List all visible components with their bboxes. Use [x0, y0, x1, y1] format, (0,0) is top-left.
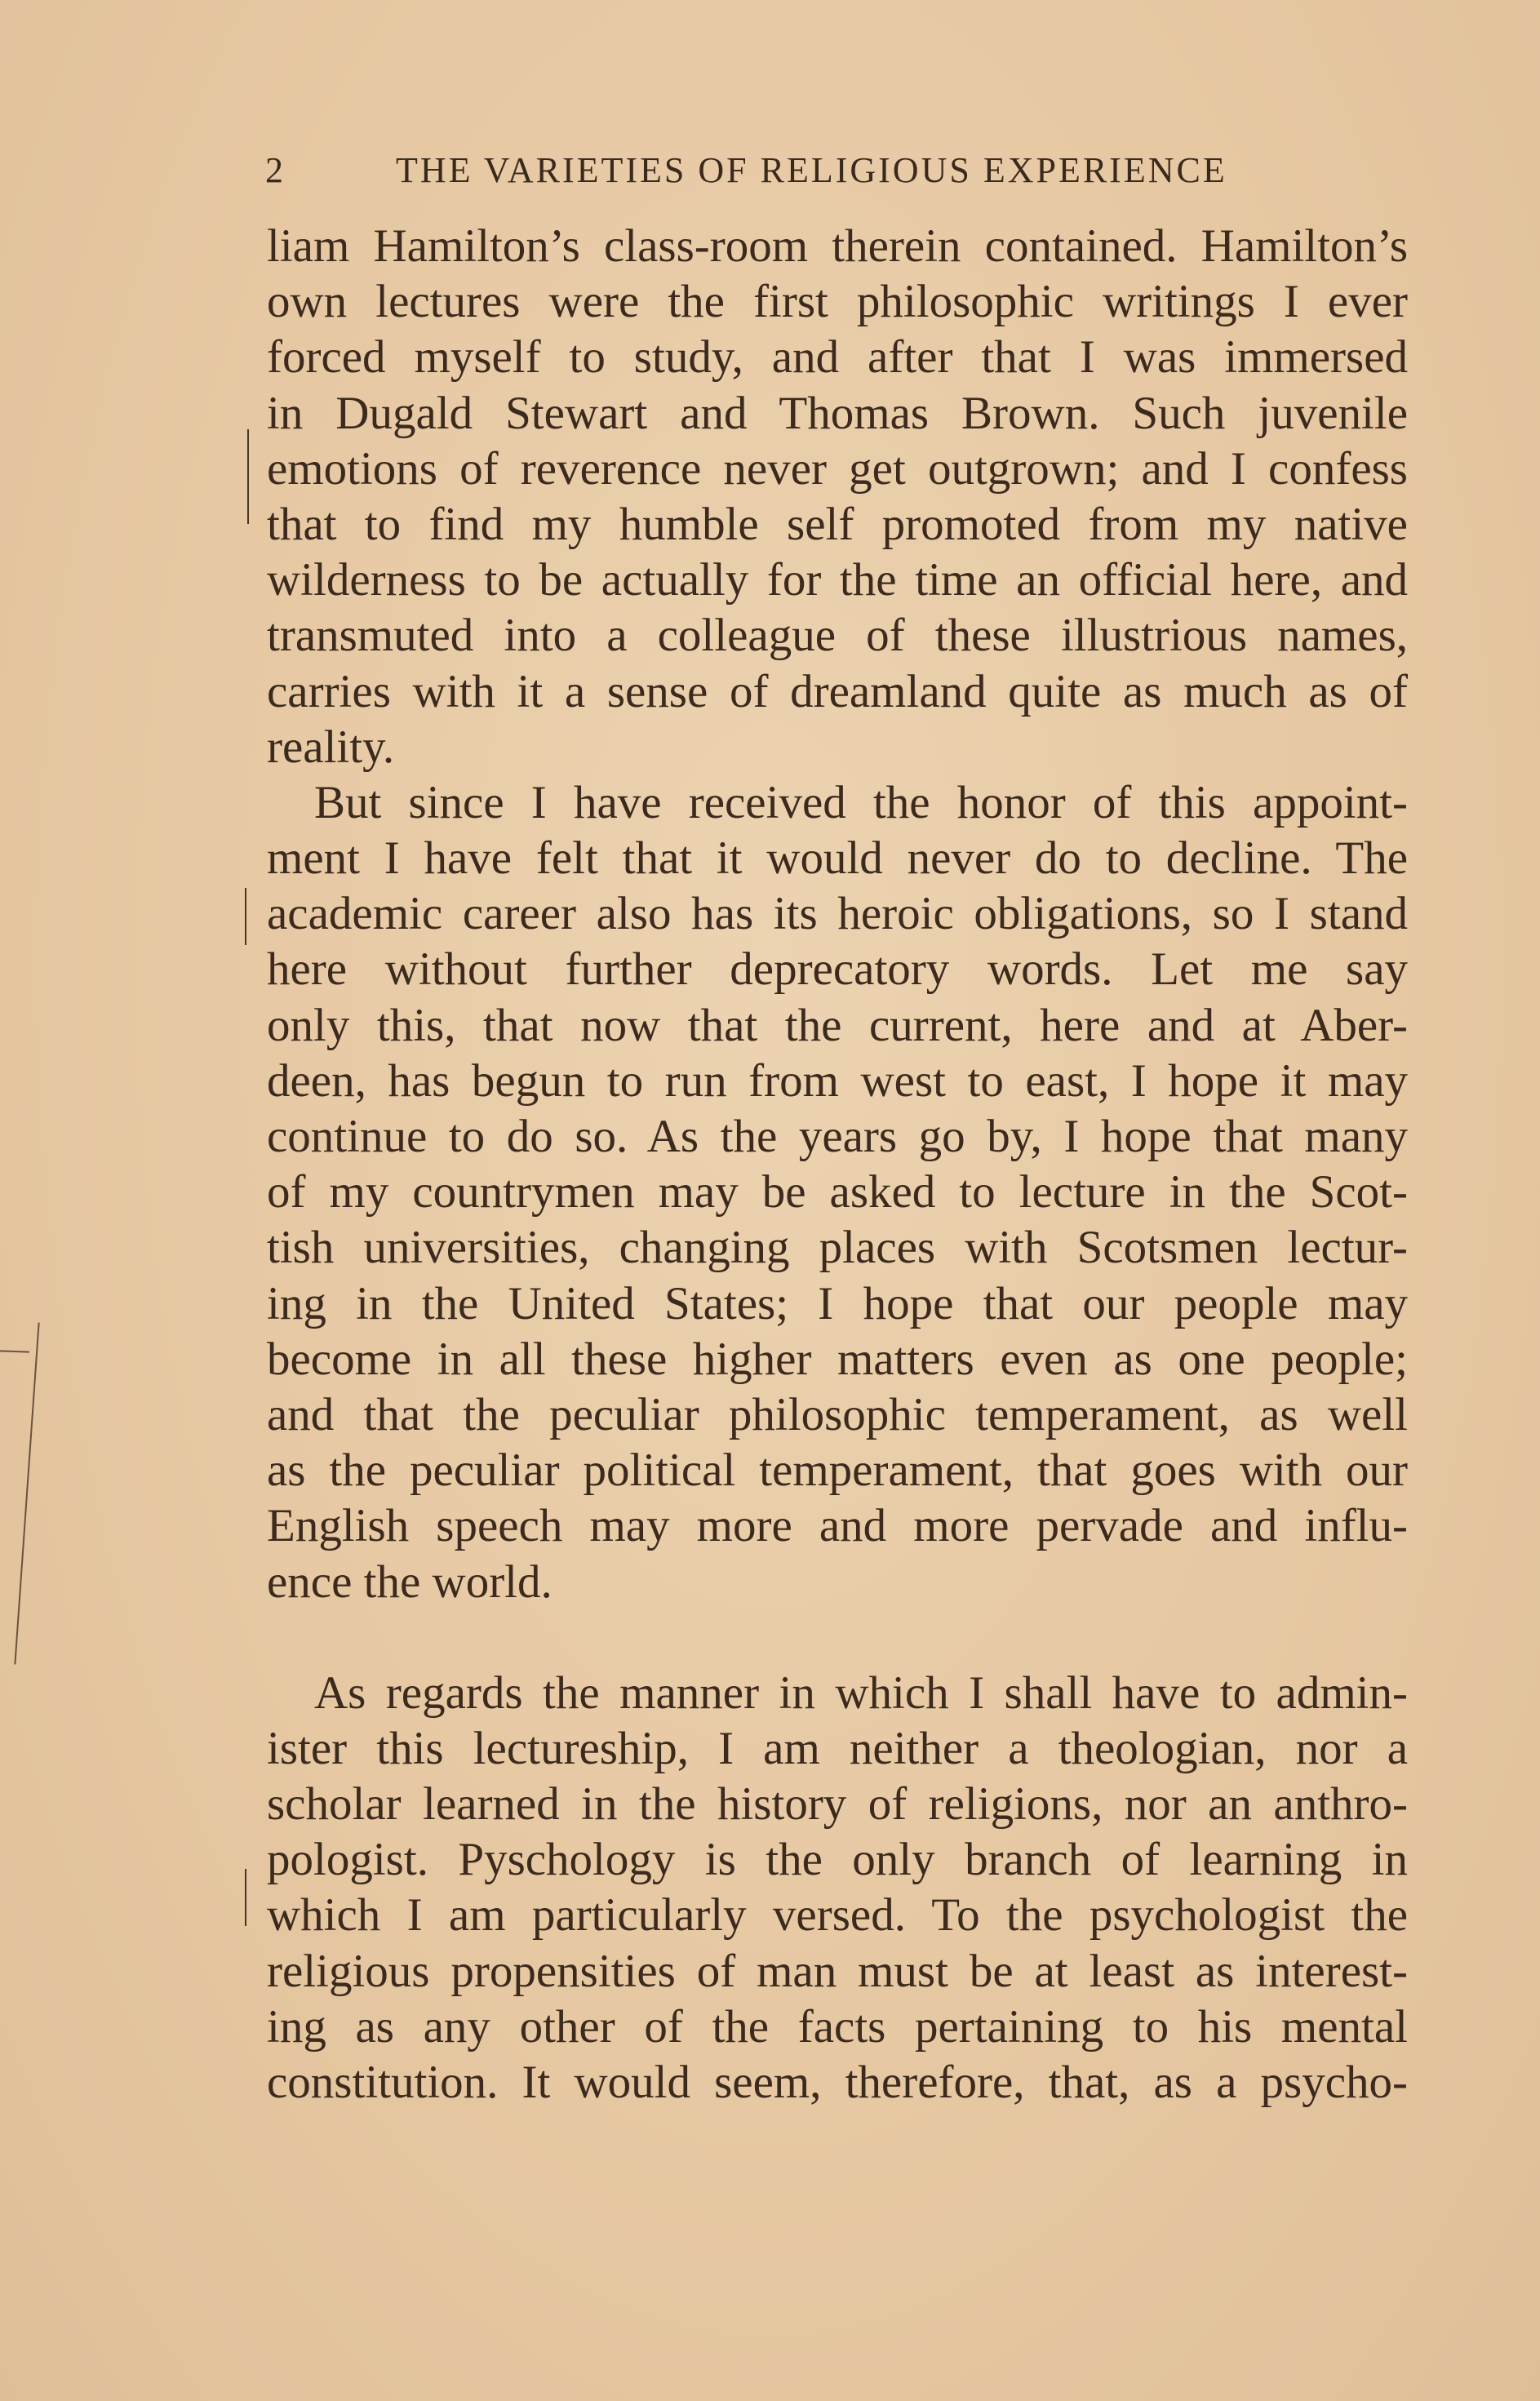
- text-line: become in all these higher matters even as one people;: [267, 1333, 1408, 1385]
- page-edge-line: [14, 1322, 39, 1664]
- page-edge-line: [0, 1350, 29, 1352]
- text-line: English speech may more and more pervade and influ-: [267, 1500, 1408, 1552]
- text-line: pologist. Pyschology is the only branch of learning in: [267, 1834, 1408, 1886]
- text-line: as the peculiar political temperament, that goes with our: [267, 1445, 1408, 1497]
- text-line: transmuted into a colleague of these illustrious names,: [267, 610, 1408, 662]
- text-line: continue to do so. As the years go by, I hope that many: [267, 1111, 1408, 1162]
- text-line: reality.: [267, 721, 395, 773]
- text-line: in Dugald Stewart and Thomas Brown. Such juvenile: [267, 387, 1408, 439]
- margin-mark: [247, 429, 249, 524]
- section-break: [267, 1610, 1408, 1666]
- text-line: constitution. It would seem, therefore, that, as a psycho-: [267, 2057, 1408, 2108]
- text-line: that to find my humble self promoted from my native: [267, 498, 1408, 550]
- text-line: ment I have felt that it would never do to decline. The: [267, 832, 1408, 885]
- text-line: here without further deprecatory words. Let me say: [267, 943, 1408, 996]
- running-head: [265, 149, 1408, 191]
- text-line: forced myself to study, and after that I was immersed: [267, 331, 1408, 384]
- page-number: 2: [265, 150, 286, 190]
- margin-mark: [245, 1869, 246, 1926]
- text-line: academic career also has its heroic obligations, so I stand: [267, 888, 1408, 940]
- text-line: As regards the manner in which I shall have to admin-: [314, 1666, 1408, 1719]
- text-line: wilderness to be actually for the time an official here, and: [267, 554, 1408, 606]
- text-line: of my countrymen may be asked to lecture in the Scot-: [267, 1166, 1408, 1218]
- text-line: ence the world.: [267, 1556, 553, 1608]
- text-line: ing in the United States; I hope that our people may: [267, 1277, 1408, 1329]
- margin-mark: [245, 888, 246, 945]
- text-line: own lectures were the first philosophic writings I ever: [267, 276, 1408, 328]
- text-line: But since I have received the honor of this appoint-: [314, 776, 1408, 828]
- body-text: [267, 219, 1408, 2110]
- text-line: tish universities, changing places with Scotsmen lectur-: [267, 1222, 1408, 1274]
- text-line: ister this lectureship, I am neither a theologian, nor a: [267, 1722, 1408, 1774]
- text-line: and that the peculiar philosophic temperament, as well: [267, 1388, 1408, 1440]
- text-line: deen, has begun to run from west to east, I hope it may: [267, 1054, 1408, 1107]
- text-line: only this, that now that the current, here and at Aber-: [267, 999, 1408, 1051]
- text-line: religious propensities of man must be at least as interest-: [267, 1945, 1408, 1997]
- text-line: carries with it a sense of dreamland quite as much as of: [267, 665, 1408, 717]
- text-line: scholar learned in the history of religions, nor an anthro-: [267, 1778, 1408, 1831]
- text-line: which I am particularly versed. To the psychologist the: [267, 1889, 1408, 1942]
- text-line: emotions of reverence never get outgrown; and I confess: [267, 442, 1408, 495]
- text-line: liam Hamilton’s class-room therein contained. Hamilton’s: [267, 220, 1408, 272]
- running-title: THE VARIETIES OF RELIGIOUS EXPERIENCE: [396, 150, 1227, 190]
- text-line: ing as any other of the facts pertaining to his mental: [267, 2000, 1408, 2053]
